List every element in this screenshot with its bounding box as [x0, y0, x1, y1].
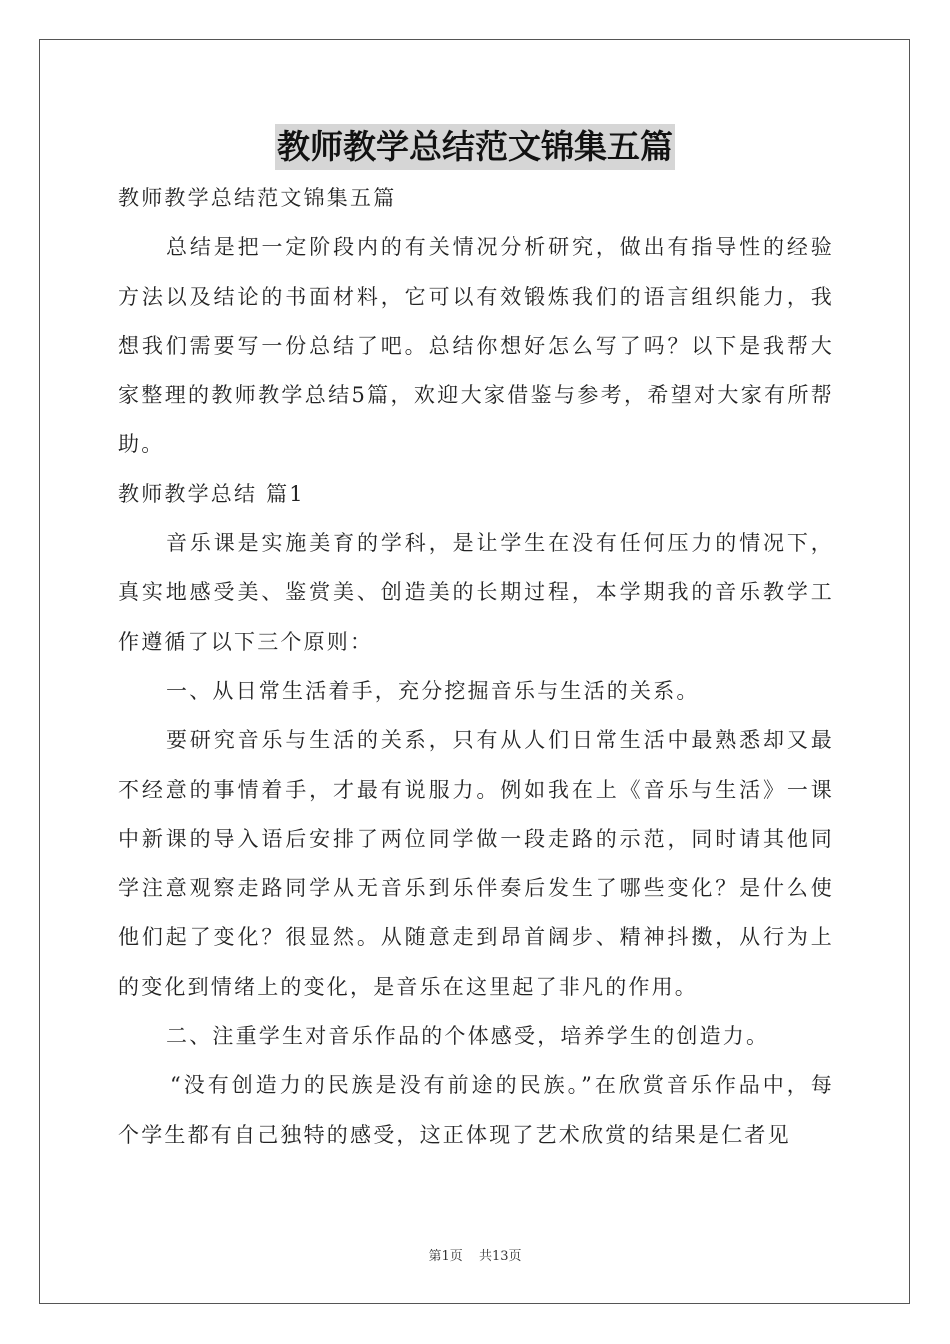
paragraph: 教师教学总结范文锦集五篇	[118, 186, 397, 210]
page-number: 第1页	[428, 1249, 463, 1264]
document-body	[118, 174, 834, 1160]
paragraph: 一、从日常生活着手，充分挖掘音乐与生活的关系。	[166, 678, 700, 703]
paragraph: 二、注重学生对音乐作品的个体感受，培养学生的创造力。	[166, 1024, 770, 1049]
title-area	[0, 124, 950, 170]
paragraph: 要研究音乐与生活的关系，只有从人们日常生活中最熟悉却又最不经意的事情着手，才最有说服力。例如我在上《音乐与生活》一课中新课的导入语后安排了两位同学做一段走路的示范，同时请其他同学注意观察走路同学从无音乐到乐伴奏后发生了哪些变化？是什么使他们起了变化？很显然。从随意走到昂首阔步、精神抖擞，从行为上的变化到情绪上的变化，是音乐在这里起了非凡的作用。	[118, 728, 834, 999]
page-footer	[0, 1245, 950, 1264]
section-heading: 教师教学总结 篇1	[118, 481, 305, 506]
document-title: 教师教学总结范文锦集五篇	[275, 124, 675, 170]
paragraph: 音乐课是实施美育的学科，是让学生在没有任何压力的情况下，真实地感受美、鉴赏美、创造美的长期过程，本学期我的音乐教学工作遵循了以下三个原则：	[118, 531, 834, 654]
paragraph: “没有创造力的民族是没有前途的民族。”在欣赏音乐作品中，每个学生都有自己独特的感受，这正体现了艺术欣赏的结果是仁者见	[118, 1073, 834, 1147]
page-total: 共13页	[478, 1249, 522, 1264]
paragraph: 总结是把一定阶段内的有关情况分析研究，做出有指导性的经验方法以及结论的书面材料，它可以有效锻炼我们的语言组织能力，我想我们需要写一份总结了吧。总结你想好怎么写了吗？以下是我帮大家整理的教师教学总结5篇，欢迎大家借鉴与参考，希望对大家有所帮助。	[118, 235, 834, 457]
